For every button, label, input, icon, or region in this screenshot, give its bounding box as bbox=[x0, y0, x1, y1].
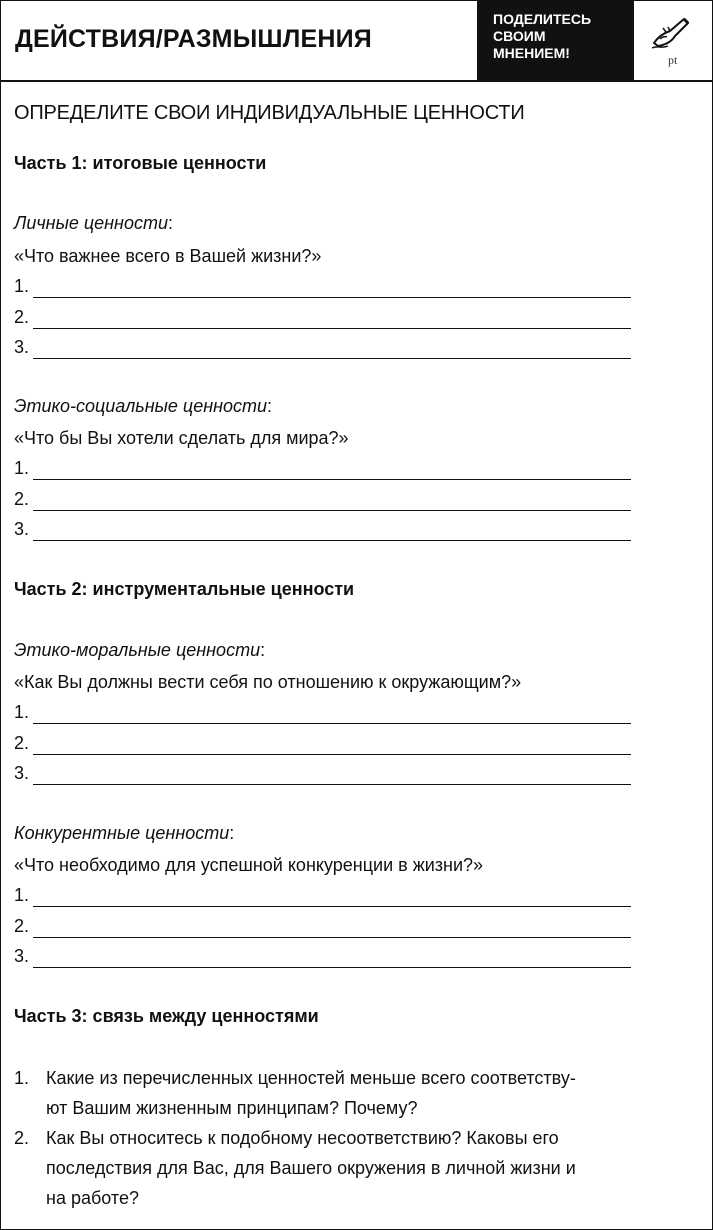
line-number: 1. bbox=[14, 458, 30, 478]
header bbox=[1, 1, 712, 82]
answer-line[interactable] bbox=[14, 276, 654, 300]
line-number: 2. bbox=[14, 489, 30, 509]
question-line: на работе? bbox=[46, 1188, 139, 1208]
answer-rule bbox=[33, 479, 631, 480]
personal-values-label bbox=[14, 213, 173, 234]
question-item bbox=[14, 1063, 704, 1123]
answer-rule bbox=[33, 510, 631, 511]
social-values-question: «Что бы Вы хотели сделать для мира?» bbox=[14, 428, 349, 448]
moral-values-label-text: Этико-моральные ценности bbox=[14, 640, 261, 660]
answer-line[interactable] bbox=[14, 946, 654, 970]
answer-rule bbox=[33, 328, 631, 329]
colon: : bbox=[260, 640, 266, 660]
line-number: 1. bbox=[14, 702, 30, 722]
answer-rule bbox=[33, 297, 631, 298]
line-number: 3. bbox=[14, 946, 30, 966]
answer-rule bbox=[33, 723, 631, 724]
icon-label: pt bbox=[668, 53, 678, 67]
question-text bbox=[46, 1123, 698, 1213]
answer-line[interactable] bbox=[14, 885, 654, 909]
question-number: 2. bbox=[14, 1128, 30, 1148]
line-number: 3. bbox=[14, 519, 30, 539]
answer-rule bbox=[33, 906, 631, 907]
pen-writing-icon bbox=[634, 1, 712, 80]
share-opinion-box bbox=[477, 1, 634, 80]
moral-values-question: «Как Вы должны вести себя по отношению к окружающим?» bbox=[14, 672, 522, 692]
question-text bbox=[46, 1063, 698, 1123]
line-number: 1. bbox=[14, 276, 30, 296]
answer-line[interactable] bbox=[14, 307, 654, 331]
question-line: Какие из перечисленных ценностей меньше всего соответству- bbox=[46, 1068, 576, 1088]
answer-line[interactable] bbox=[14, 519, 654, 543]
answer-rule bbox=[33, 967, 631, 968]
answer-line[interactable] bbox=[14, 337, 654, 361]
part-3-title: Часть 3: связь между ценностями bbox=[14, 1006, 319, 1026]
line-number: 3. bbox=[14, 763, 30, 783]
answer-line[interactable] bbox=[14, 916, 654, 940]
answer-rule bbox=[33, 540, 631, 541]
part-2-title: Часть 2: инструментальные ценности bbox=[14, 579, 355, 599]
competitive-values-label-text: Конкурентные ценности bbox=[14, 823, 230, 843]
question-line: последствия для Вас, для Вашего окружения в личной жизни и bbox=[46, 1158, 576, 1178]
answer-line[interactable] bbox=[14, 733, 654, 757]
line-number: 2. bbox=[14, 916, 30, 936]
competitive-values-question: «Что необходимо для успешной конкуренции в жизни?» bbox=[14, 855, 484, 875]
share-opinion-text bbox=[493, 11, 591, 62]
question-line: Как Вы относитесь к подобному несоответствию? Каковы его bbox=[46, 1128, 559, 1148]
main-title: ОПРЕДЕЛИТЕ СВОИ ИНДИВИДУАЛЬНЫЕ ЦЕННОСТИ bbox=[14, 102, 525, 124]
personal-values-question: «Что важнее всего в Вашей жизни?» bbox=[14, 246, 322, 266]
personal-values-label-text: Личные ценности bbox=[14, 213, 168, 233]
answer-rule bbox=[33, 358, 631, 359]
question-item bbox=[14, 1123, 704, 1213]
share-line-1: ПОДЕЛИТЕСЬ bbox=[493, 11, 592, 27]
answer-line[interactable] bbox=[14, 763, 654, 787]
colon: : bbox=[267, 396, 273, 416]
answer-rule bbox=[33, 754, 631, 755]
answer-rule bbox=[33, 937, 631, 938]
colon: : bbox=[229, 823, 235, 843]
answer-line[interactable] bbox=[14, 489, 654, 513]
part-1-title: Часть 1: итоговые ценности bbox=[14, 153, 267, 173]
line-number: 2. bbox=[14, 733, 30, 753]
moral-values-label bbox=[14, 640, 265, 661]
share-line-3: МНЕНИЕМ! bbox=[493, 45, 570, 61]
question-line: ют Вашим жизненным принципам? Почему? bbox=[46, 1098, 418, 1118]
share-line-2: СВОИМ bbox=[493, 28, 546, 44]
question-number: 1. bbox=[14, 1068, 30, 1088]
social-values-label bbox=[14, 396, 272, 417]
answer-line[interactable] bbox=[14, 702, 654, 726]
line-number: 1. bbox=[14, 885, 30, 905]
colon: : bbox=[167, 213, 173, 233]
answer-rule bbox=[33, 784, 631, 785]
competitive-values-label bbox=[14, 823, 234, 844]
social-values-label-text: Этико-социальные ценности bbox=[14, 396, 268, 416]
header-title: ДЕЙСТВИЯ/РАЗМЫШЛЕНИЯ bbox=[15, 25, 372, 53]
line-number: 2. bbox=[14, 307, 30, 327]
answer-line[interactable] bbox=[14, 458, 654, 482]
line-number: 3. bbox=[14, 337, 30, 357]
